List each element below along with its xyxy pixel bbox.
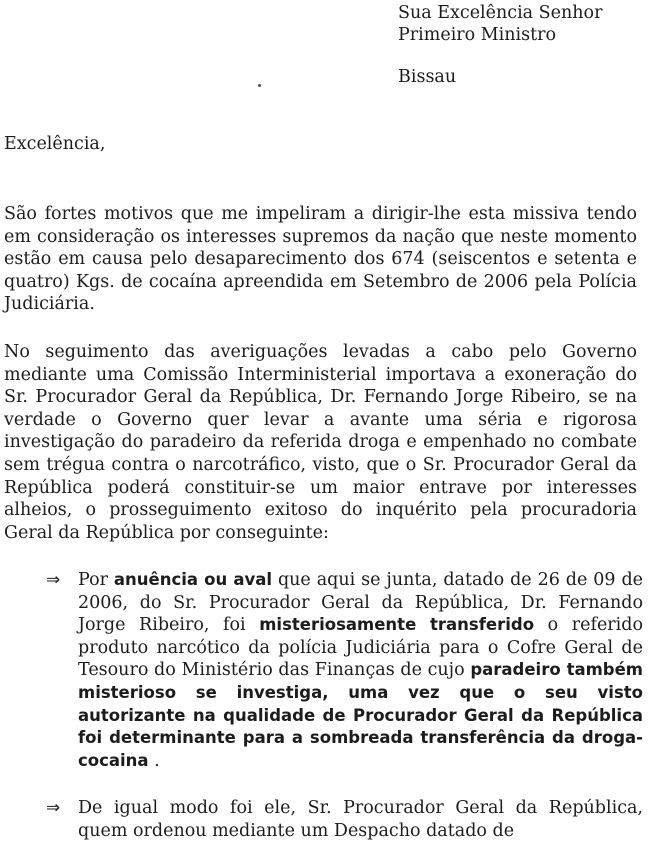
salutation: Excelência,	[4, 134, 106, 154]
bullet-item-2	[46, 797, 643, 842]
paragraph-2: No seguimento das averiguações levadas a cabo pelo Governo mediante uma Comissão Interministerial importava a exoneração do Sr. Procurador Geral da República, Dr. Fernando Jorge Ribeiro, se na verdade o Governo quer levar a avante uma séria e rigorosa investigação do paradeiro da referida droga e empenhado no combate sem trégua contra o narcotráfico, visto, que o Sr. Procurador Geral da República poderá constituir-se um maior entrave por interesses alheios, o prosseguimento exitoso do inquérito pela procuradoria Geral da República por conseguinte:	[4, 342, 637, 543]
bullet-1-bold-2: misteriosamente transferido	[259, 615, 535, 635]
bullet-1-text-2: que aqui se junta, datado de 26 de 09 de 2006, do Sr. Procurador Geral da República, Dr. Fernando Jorge Ribeiro, foi	[78, 570, 644, 636]
paragraph-1: São fortes motivos que me impeliram a dirigir-lhe esta missiva tendo em consideração os interesses supremos da nação que neste momento estão em causa pelo desaparecimento dos 674 (seiscentos e setenta e quatro) Kgs. de cocaína apreendida em Setembro de 2006 pela Polícia Judiciária.	[4, 204, 637, 315]
recipient-city: Bissau	[398, 67, 457, 87]
right-arrow-icon: ⇒	[46, 570, 61, 590]
recipient-line-2: Primeiro Ministro	[398, 25, 557, 45]
right-arrow-icon: ⇒	[46, 798, 61, 818]
bullet-1-bold-3: paradeiro também misterioso se investiga, uma vez que o seu visto autorizante na qualidade de Procurador Geral da República foi determinante para a sombreada transferência da droga- cocaina	[78, 660, 643, 770]
ink-dot	[258, 84, 261, 87]
bullet-item-1	[46, 569, 644, 772]
bullet-2-text: De igual modo foi ele, Sr. Procurador Geral da República, quem ordenou mediante um Despacho datado de	[78, 798, 643, 841]
bullet-1-text-1: Por	[78, 570, 114, 590]
bullet-1-text-3: o referido produto narcótico da polícia Judiciária para o Cofre Geral de Tesouro do Ministério das Finanças de cujo	[78, 615, 644, 681]
bullet-1-text-4: .	[148, 750, 160, 771]
bullet-1-bold-1: anuência ou aval	[113, 570, 273, 589]
recipient-line-1: Sua Excelência Senhor	[398, 3, 603, 23]
